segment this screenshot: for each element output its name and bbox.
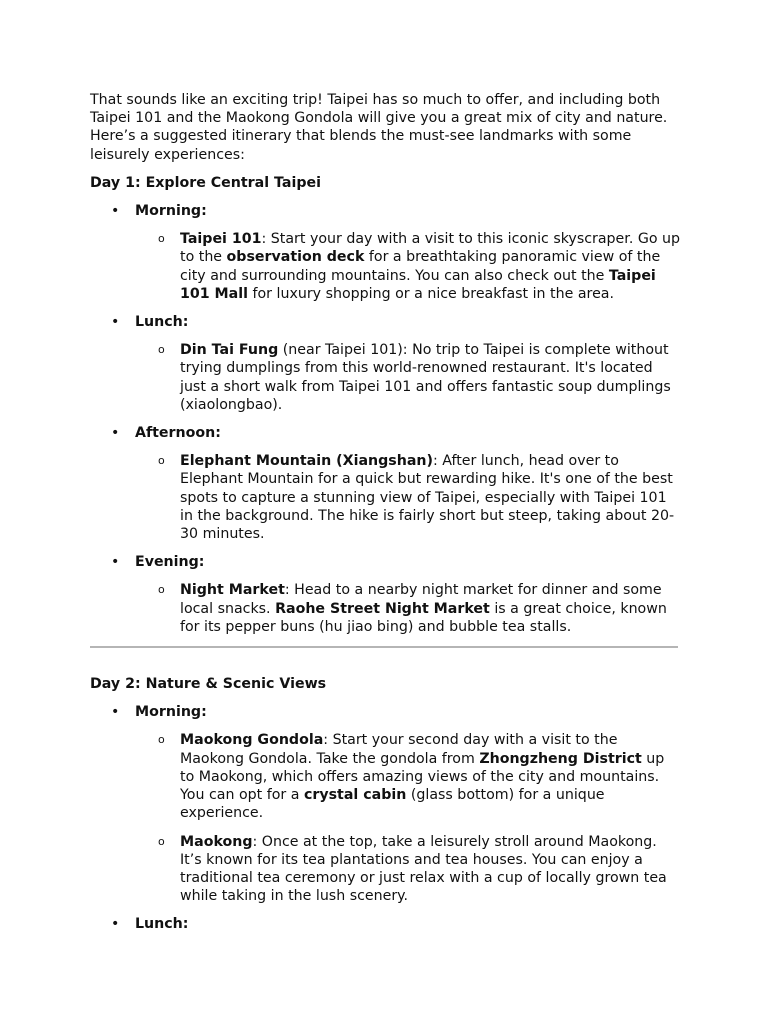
list-item: [135, 230, 680, 303]
list-item: [135, 341, 680, 414]
day2-morning: [90, 703, 680, 905]
sub-list: [135, 341, 680, 414]
bold-term: Taipei 101: [180, 231, 262, 248]
day1-morning: [90, 202, 680, 303]
item-text: up to Maokong, which offers amazing views of the city and mountains. You can opt for a: [180, 750, 665, 804]
circle-bullet-icon: o: [158, 454, 165, 468]
bold-term: Maokong Gondola: [180, 732, 324, 749]
bold-term: Elephant Mountain (Xiangshan): [180, 453, 433, 470]
item-text: for luxury shopping or a nice breakfast in the area.: [247, 285, 614, 302]
slot-label: Morning:: [135, 203, 207, 220]
circle-bullet-icon: o: [158, 834, 165, 848]
bold-term: Maokong: [180, 833, 253, 850]
item-text: : Head to a nearby night market for dinner and some local snacks.: [180, 582, 662, 617]
item-text: : Once at the top, take a leisurely stroll around Maokong. It’s known for its tea plantations and tea houses. You can enjoy a traditional tea ceremony or just relax with a cup of locally grown tea while taking in the lush scenery.: [180, 833, 667, 905]
slot-label: Evening:: [135, 554, 205, 571]
bold-term: Raohe Street Night Market: [275, 600, 490, 617]
list-item: [135, 581, 680, 636]
list-item: [135, 833, 680, 906]
intro-paragraph: That sounds like an exciting trip! Taipei has so much to offer, and including both Taipei 101 and the Maokong Gondola will give you a great mix of city and nature. Here’s a suggested itinerary that blends the must-see landmarks with some leisurely experiences:: [90, 92, 668, 163]
sub-list: [135, 581, 680, 636]
slot-label: Lunch:: [135, 314, 189, 331]
day2-heading: Day 2: Nature & Scenic Views: [90, 676, 327, 693]
bold-term: Taipei 101 Mall: [180, 267, 656, 302]
document-body: [90, 91, 680, 944]
item-text: : Start your second day with a visit to the Maokong Gondola. Take the gondola from: [180, 732, 618, 767]
bold-term: observation deck: [226, 249, 365, 266]
circle-bullet-icon: o: [158, 583, 165, 597]
section-divider: [90, 646, 678, 648]
sub-list: [135, 452, 680, 543]
item-text: is a great choice, known for its pepper buns (hu jiao bing) and bubble tea stalls.: [180, 600, 667, 635]
list-item: [135, 452, 680, 543]
bold-term: crystal cabin: [303, 787, 407, 804]
bold-term: Zhongzheng District: [479, 750, 642, 767]
item-text: (glass bottom) for a unique experience.: [180, 787, 605, 822]
slot-label: Afternoon:: [135, 425, 221, 442]
bold-term: Din Tai Fung: [180, 342, 279, 359]
day1-schedule: [90, 202, 680, 636]
slot-label: Morning:: [135, 704, 207, 721]
sub-list: [135, 230, 680, 303]
list-item: [135, 731, 680, 822]
day2-lunch: [90, 915, 680, 933]
sub-list: [135, 731, 680, 905]
bold-term: Night Market: [180, 582, 285, 599]
item-text: (near Taipei 101): No trip to Taipei is complete without trying dumplings from this world-renowned restaurant. It's located just a short walk from Taipei 101 and offers fantastic soup dumplings (xiaolongbao).: [180, 342, 671, 413]
day1-afternoon: [90, 424, 680, 543]
day1-lunch: [90, 313, 680, 414]
circle-bullet-icon: o: [158, 343, 165, 357]
day2-schedule: [90, 703, 680, 933]
item-text: for a breathtaking panoramic view of the city and surrounding mountains. You can also check out the: [180, 249, 661, 284]
item-text: : Start your day with a visit to this iconic skyscraper. Go up to the: [180, 231, 681, 266]
slot-label: Lunch:: [135, 916, 189, 933]
day1-heading: Day 1: Explore Central Taipei: [90, 174, 321, 191]
day1-evening: [90, 553, 680, 636]
circle-bullet-icon: o: [158, 232, 165, 246]
item-text: : After lunch, head over to Elephant Mountain for a quick but rewarding hike. It's one of the best spots to capture a stunning view of Taipei, especially with Taipei 101 in the background. The hike is fairly short but steep, taking about 20-30 minutes.: [180, 453, 675, 543]
circle-bullet-icon: o: [158, 733, 165, 747]
